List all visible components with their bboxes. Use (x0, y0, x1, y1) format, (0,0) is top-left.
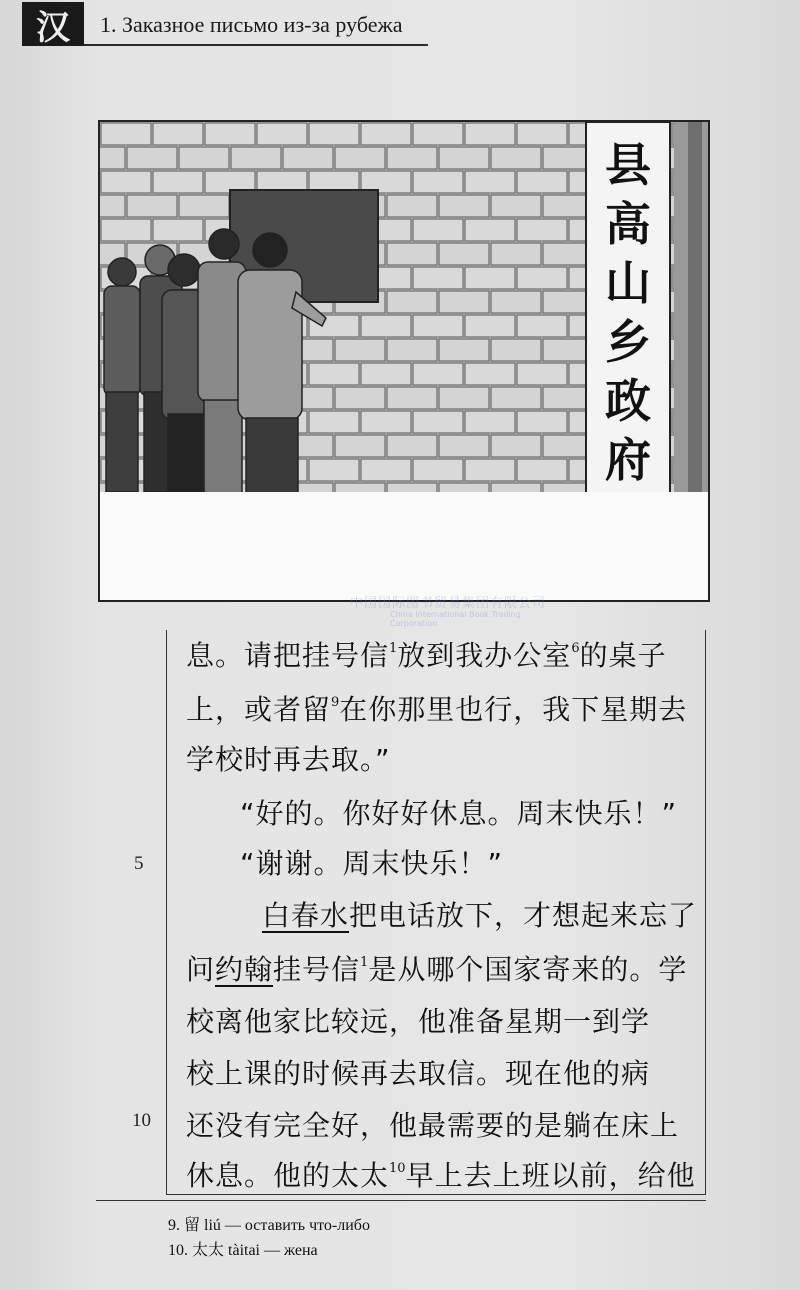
sign-char: 县 (605, 138, 651, 192)
text-line-7: 问约翰挂号信$^1$是从哪个国家寄来的。学 (186, 953, 688, 986)
sign-char: 府 (605, 433, 651, 487)
sign-char: 高 (605, 197, 651, 251)
line-number: 10 (132, 1110, 151, 1131)
illustration (98, 120, 710, 602)
footnote-rule (96, 1200, 706, 1201)
text-line-8: 校离他家比较远，他准备星期一到学 (186, 1005, 651, 1038)
text-line-3: 学校时再去取。” (186, 743, 391, 776)
watermark (250, 590, 570, 628)
footnote: 9. 留 liú — оставить что-либо (168, 1215, 370, 1234)
text-line-9: 校上课的时候再去取信。现在他的病 (186, 1057, 651, 1090)
watermark-sub: China International Book Trading Corporation (390, 610, 521, 628)
chapter-title: 1. Заказное письмо из-за рубежа (100, 12, 403, 37)
illustration-caption-area (100, 492, 708, 600)
name-underlined: 白春水 (262, 899, 350, 932)
name-underlined: 约翰 (215, 953, 274, 986)
text-line-10: 还没有完全好，他最需要的是躺在床上 (186, 1109, 680, 1142)
text-line-11: 休息。他的太太$^{10}$早上去上班以前，给他 (186, 1159, 696, 1192)
line-number: 5 (134, 853, 144, 874)
sign-text (592, 136, 664, 490)
footnote: 10. 太太 tàitai — жена (168, 1240, 318, 1259)
header-rule (84, 44, 428, 46)
text-line-5: “谢谢。周末快乐！” (240, 847, 504, 880)
watermark-main: 中国国际图书贸易集团有限公司 (350, 596, 547, 611)
text-line-6: 白春水把电话放下，才想起来忘了 (262, 899, 698, 932)
sign-char: 乡 (605, 315, 651, 369)
text-line-2: 上，或者留$^9$在你那里也行，我下星期去 (186, 693, 688, 726)
sign-char: 政 (605, 374, 651, 428)
text-line-1: 息。请把挂号信$^1$放到我办公室$^6$的桌子 (186, 639, 667, 672)
text-line-4: “好的。你好好休息。周末快乐！” (240, 797, 678, 830)
chapter-logo: 汉 (22, 2, 84, 46)
sign-char: 山 (605, 256, 651, 310)
